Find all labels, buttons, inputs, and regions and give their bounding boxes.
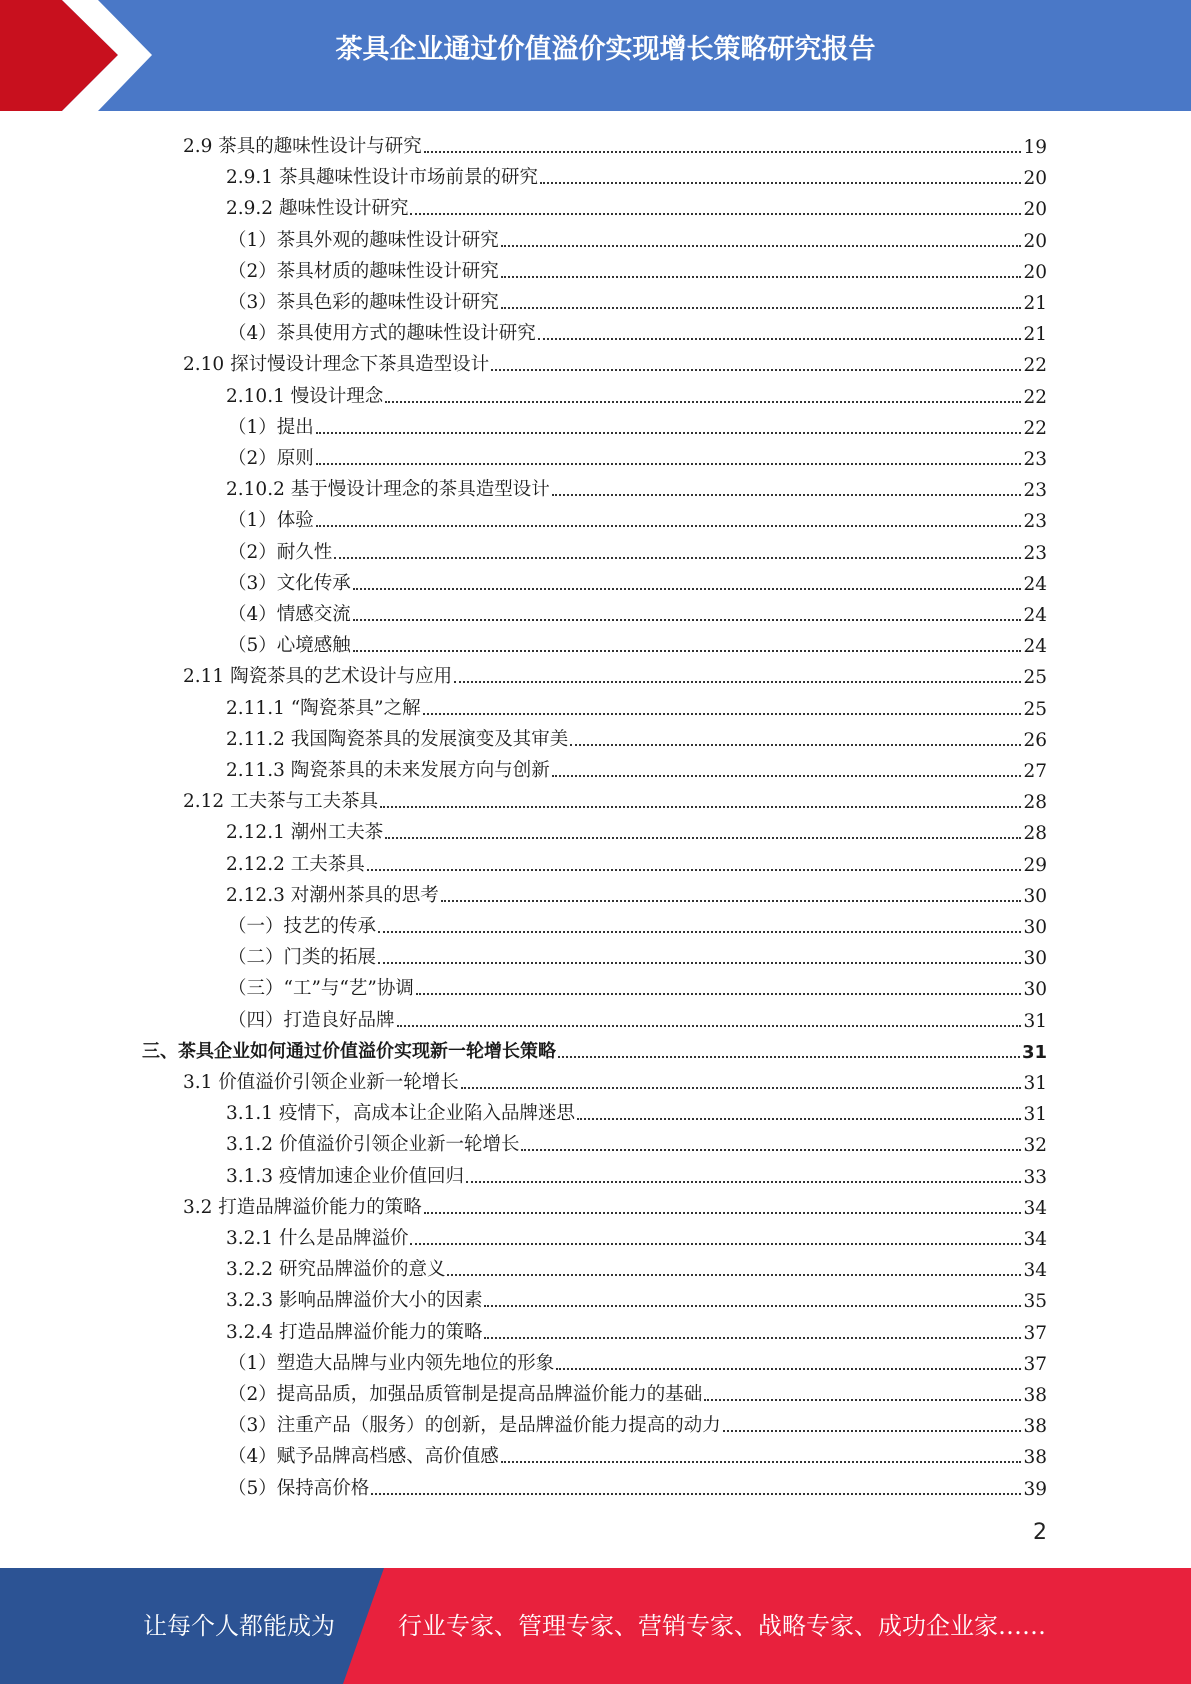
toc-dot-leader: [521, 1149, 1021, 1151]
toc-entry-page: 28: [1023, 823, 1047, 845]
toc-entry-title: 2.11.1 “陶瓷茶具”之解: [226, 697, 421, 719]
toc-entry-title: 3.1.2 价值溢价引领企业新一轮增长: [226, 1134, 520, 1156]
toc-entry-page: 35: [1023, 1291, 1047, 1313]
toc-entry: [228, 969, 1047, 1000]
toc-entry-title: 3.1.1 疫情下，高成本让企业陷入品牌迷思: [226, 1103, 575, 1125]
toc-entry-title: 2.12 工夫茶与工夫茶具: [183, 791, 379, 813]
toc-entry-title: 3.2.4 打造品牌溢价能力的策略: [226, 1321, 483, 1343]
toc-entry: [226, 377, 1047, 408]
toc-entry: [226, 720, 1047, 751]
toc-entry-page: 23: [1023, 542, 1047, 564]
toc-entry-title: 2.9 茶具的趣味性设计与研究: [183, 136, 422, 157]
toc-entry-page: 20: [1023, 199, 1047, 221]
toc-entry: [228, 408, 1047, 439]
toc-entry-page: 27: [1023, 761, 1047, 782]
toc-entry-page: 24: [1023, 636, 1047, 658]
toc-entry: [226, 1094, 1047, 1125]
toc-entry-title: （3）注重产品（服务）的创新，是品牌溢价能力提高的动力: [228, 1415, 721, 1437]
toc-entry-title: （1）塑造大品牌与业内领先地位的形象: [228, 1352, 555, 1374]
toc-entry: [226, 845, 1047, 876]
toc-entry: [226, 1219, 1047, 1250]
toc-entry: [183, 782, 1047, 813]
toc-dot-leader: [501, 1461, 1022, 1463]
toc-entry-page: 24: [1023, 605, 1047, 626]
toc-entry-page: 20: [1023, 168, 1047, 190]
toc-entry-title: （5）保持高价格: [228, 1477, 370, 1499]
toc-entry-page: 37: [1023, 1353, 1047, 1375]
toc-entry-title: （4）茶具使用方式的趣味性设计研究: [228, 323, 536, 345]
toc-dot-leader: [466, 1181, 1021, 1183]
toc-entry-page: 38: [1023, 1416, 1047, 1438]
toc-dot-leader: [552, 494, 1022, 496]
toc-dot-leader: [397, 1025, 1022, 1027]
toc-entry-title: （2）提高品质，加强品质管制是提高品牌溢价能力的基础: [228, 1384, 703, 1405]
toc-entry: [228, 252, 1047, 283]
toc-entry: [228, 1469, 1047, 1500]
toc-entry: [183, 127, 1047, 158]
toc-entry-page: 25: [1023, 698, 1047, 720]
toc-entry-title: （二）门类的拓展: [228, 947, 377, 969]
toc-dot-leader: [501, 276, 1022, 278]
toc-entry-title: 2.11.3 陶瓷茶具的未来发展方向与创新: [226, 760, 550, 781]
toc-entry: [183, 1063, 1047, 1094]
toc-entry-page: 30: [1023, 917, 1047, 938]
toc-entry-page: 34: [1023, 1260, 1047, 1282]
toc-entry-title: 2.9.2 趣味性设计研究: [226, 198, 409, 220]
toc-entry: [228, 283, 1047, 314]
toc-entry: [226, 470, 1047, 501]
toc-dot-leader: [540, 182, 1021, 184]
toc-entry-page: 23: [1023, 449, 1047, 470]
toc-entry-page: 23: [1023, 511, 1047, 533]
toc-dot-leader: [378, 962, 1021, 964]
toc-entry-title: 3.2 打造品牌溢价能力的策略: [183, 1196, 422, 1218]
toc-entry-page: 31: [1023, 1010, 1047, 1032]
footer-slogan-left: 让每个人都能成为: [143, 1612, 335, 1640]
toc-entry: [183, 1188, 1047, 1219]
toc-entry: [228, 564, 1047, 595]
toc-dot-leader: [424, 151, 1022, 153]
toc-entry: [228, 439, 1047, 470]
toc-dot-leader: [704, 1399, 1021, 1401]
toc-dot-leader: [380, 806, 1021, 808]
toc-entry-page: 23: [1023, 480, 1047, 502]
toc-entry-page: 22: [1023, 355, 1047, 377]
toc-entry: [226, 1281, 1047, 1312]
toc-dot-leader: [447, 1274, 1021, 1276]
toc-dot-leader: [410, 1243, 1021, 1245]
toc-dot-leader: [558, 1056, 1020, 1058]
toc-entry: [142, 1032, 1047, 1063]
toc-entry-title: 2.10.1 慢设计理念: [226, 385, 384, 407]
toc-entry-title: 2.10 探讨慢设计理念下茶具造型设计: [183, 354, 490, 376]
toc-entry-title: （2）原则: [228, 448, 314, 469]
toc-entry-page: 21: [1023, 293, 1047, 314]
toc-entry-page: 37: [1023, 1322, 1047, 1344]
toc-entry-title: 2.12.1 潮州工夫茶: [226, 822, 384, 844]
toc-entry: [226, 158, 1047, 189]
toc-entry-page: 29: [1023, 854, 1047, 876]
toc-entry-page: 22: [1023, 417, 1047, 439]
toc-entry-page: 21: [1023, 324, 1047, 346]
toc-entry: [228, 595, 1047, 626]
toc-entry: [228, 1001, 1047, 1032]
toc-entry-page: 32: [1023, 1135, 1047, 1157]
toc-entry: [226, 751, 1047, 782]
toc-entry-page: 26: [1023, 729, 1047, 751]
toc-dot-leader: [353, 650, 1022, 652]
toc-dot-leader: [385, 837, 1021, 839]
toc-entry-page: 30: [1023, 979, 1047, 1001]
toc-entry-title: 2.12.3 对潮州茶具的思考: [226, 884, 439, 906]
toc-entry: [226, 813, 1047, 844]
toc-entry-page: 24: [1023, 573, 1047, 595]
toc-dot-leader: [441, 900, 1022, 902]
toc-dot-leader: [570, 744, 1021, 746]
toc-entry-title: （1）体验: [228, 510, 314, 532]
toc-entry-title: （4）情感交流: [228, 604, 351, 625]
page-footer: [0, 1568, 1191, 1684]
toc-entry: [226, 1250, 1047, 1281]
toc-dot-leader: [484, 1305, 1021, 1307]
toc-entry-page: 38: [1023, 1447, 1047, 1469]
toc-entry-page: 38: [1023, 1385, 1047, 1406]
toc-entry-title: 3.2.1 什么是品牌溢价: [226, 1228, 409, 1249]
toc-dot-leader: [723, 1430, 1022, 1432]
toc-entry: [226, 1157, 1047, 1188]
toc-entry-page: 19: [1023, 137, 1047, 158]
toc-dot-leader: [454, 681, 1021, 683]
toc-dot-leader: [371, 1493, 1021, 1495]
toc-entry-title: （四）打造良好品牌: [228, 1009, 395, 1031]
toc-entry-title: （2）耐久性: [228, 541, 333, 563]
toc-entry: [228, 221, 1047, 252]
toc-entry: [228, 533, 1047, 564]
toc-entry: [228, 314, 1047, 345]
toc-dot-leader: [416, 993, 1022, 995]
toc-entry-page: 31: [1023, 1073, 1047, 1094]
toc-entry-page: 30: [1023, 885, 1047, 907]
toc-entry-page: 25: [1023, 667, 1047, 689]
toc-entry-page: 20: [1023, 230, 1047, 252]
toc-entry-title: 3.1 价值溢价引领企业新一轮增长: [183, 1072, 459, 1093]
toc-entry: [228, 1437, 1047, 1468]
toc-entry: [228, 626, 1047, 657]
toc-entry-title: （1）提出: [228, 416, 314, 438]
toc-entry-page: 31: [1023, 1104, 1047, 1126]
toc-entry: [226, 189, 1047, 220]
toc-entry-title: （5）心境感触: [228, 635, 351, 657]
toc-entry: [183, 345, 1047, 376]
toc-entry-title: 2.9.1 茶具趣味性设计市场前景的研究: [226, 167, 538, 189]
toc-entry: [228, 1406, 1047, 1437]
toc-dot-leader: [501, 307, 1022, 309]
toc-entry-title: （三）“工”与“艺”协调: [228, 978, 414, 1000]
toc-entry-page: 31: [1021, 1041, 1047, 1063]
toc-dot-leader: [353, 588, 1022, 590]
toc-entry-title: 2.10.2 基于慢设计理念的茶具造型设计: [226, 479, 550, 501]
page-number: 2: [1033, 1520, 1047, 1545]
toc-entry-page: 30: [1023, 948, 1047, 970]
toc-entry-title: （3）文化传承: [228, 572, 351, 594]
report-title: 茶具企业通过价值溢价实现增长策略研究报告: [335, 34, 876, 65]
toc-dot-leader: [552, 775, 1022, 777]
toc-entry-page: 34: [1023, 1229, 1047, 1250]
toc-dot-leader: [461, 1087, 1022, 1089]
toc-entry-title: 2.11 陶瓷茶具的艺术设计与应用: [183, 666, 453, 688]
toc-dot-leader: [334, 557, 1021, 559]
toc-entry-page: 22: [1023, 386, 1047, 408]
toc-dot-leader: [385, 401, 1021, 403]
toc-entry-title: （3）茶具色彩的趣味性设计研究: [228, 292, 499, 313]
toc-entry-page: 39: [1023, 1478, 1047, 1500]
toc-entry-page: 33: [1023, 1166, 1047, 1188]
toc-dot-leader: [353, 619, 1022, 621]
toc-dot-leader: [484, 1337, 1021, 1339]
toc-entry: [183, 657, 1047, 688]
toc-dot-leader: [491, 369, 1021, 371]
toc-dot-leader: [367, 869, 1022, 871]
toc-entry: [226, 1125, 1047, 1156]
toc-entry-title: 2.11.2 我国陶瓷茶具的发展演变及其审美: [226, 728, 569, 750]
toc-dot-leader: [316, 432, 1022, 434]
page-header: [0, 0, 1191, 111]
toc-entry: [228, 501, 1047, 532]
toc-entry: [228, 938, 1047, 969]
toc-entry-title: 3.1.3 疫情加速企业价值回归: [226, 1165, 464, 1187]
toc-entry-title: 3.2.2 研究品牌溢价的意义: [226, 1259, 446, 1281]
toc-dot-leader: [538, 338, 1022, 340]
toc-entry-title: （2）茶具材质的趣味性设计研究: [228, 260, 499, 282]
toc-dot-leader: [423, 713, 1022, 715]
toc-entry-title: 三、茶具企业如何通过价值溢价实现新一轮增长策略: [142, 1040, 556, 1062]
toc-entry: [226, 876, 1047, 907]
toc-dot-leader: [577, 1118, 1021, 1120]
toc-entry-title: 3.2.3 影响品牌溢价大小的因素: [226, 1290, 483, 1312]
toc-dot-leader: [410, 213, 1021, 215]
toc-dot-leader: [316, 525, 1022, 527]
toc-entry-page: 34: [1023, 1197, 1047, 1219]
toc-dot-leader: [378, 931, 1021, 933]
toc-dot-leader: [556, 1368, 1021, 1370]
toc-entry: [228, 1344, 1047, 1375]
toc-entry-title: （一）技艺的传承: [228, 916, 377, 937]
toc-dot-leader: [424, 1212, 1022, 1214]
toc-dot-leader: [501, 245, 1022, 247]
toc-entry-title: （4）赋予品牌高档感、高价值感: [228, 1446, 499, 1468]
toc-entry: [226, 689, 1047, 720]
toc-entry: [228, 907, 1047, 938]
toc-entry-title: （1）茶具外观的趣味性设计研究: [228, 229, 499, 251]
toc-entry-title: 2.12.2 工夫茶具: [226, 853, 365, 875]
toc-entry-page: 20: [1023, 261, 1047, 283]
toc-entry: [228, 1375, 1047, 1406]
footer-slogan-right: 行业专家、管理专家、营销专家、战略专家、成功企业家……: [398, 1612, 1046, 1640]
toc-dot-leader: [316, 463, 1022, 465]
toc-entry-page: 28: [1023, 792, 1047, 814]
toc-entry: [226, 1313, 1047, 1344]
